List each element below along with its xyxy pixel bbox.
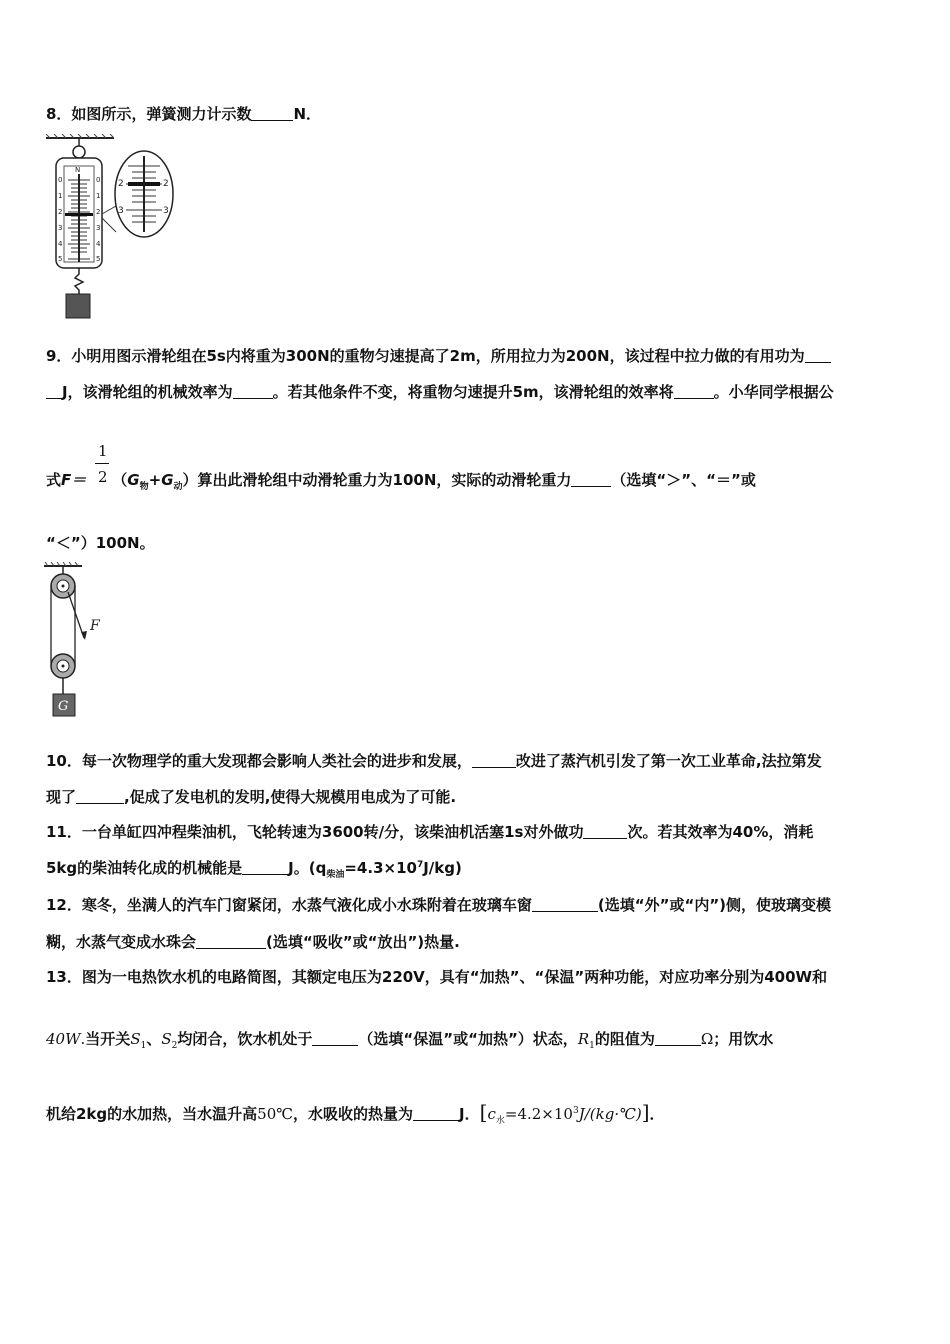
q13-line3b: ，水吸收的热量为 — [293, 1105, 414, 1123]
q13-resistance-blank[interactable] — [655, 1031, 701, 1046]
scale-tick-4-left: 4 — [58, 240, 63, 248]
q9-g-dong: G — [161, 471, 174, 489]
q9-efficiency-blank[interactable] — [233, 384, 273, 399]
q10-faraday-blank[interactable] — [76, 789, 124, 804]
q9-compare-blank[interactable] — [571, 472, 611, 487]
q9-line2c: 。小华同学根据公 — [713, 383, 834, 401]
q11-work-count-blank[interactable] — [583, 824, 627, 839]
q11-line1 — [46, 822, 813, 842]
q11-line2 — [46, 858, 462, 878]
pulley-force-label: F — [90, 618, 100, 634]
q13-line2: 40W.当开关$S_1$、$S_2$均闭合，饮水机处于 （选填“保温”或“加热”）状态，$R_1$的阻值为 Ω；用饮水 — [46, 1030, 774, 1051]
q9-line1-text: 9．小明用图示滑轮组在5s内将重为300N的重物匀速提高了2m，所用拉力为200N，该过程中拉力做的有用功为 — [46, 347, 805, 365]
scale-tick-1-right: 1 — [96, 192, 101, 200]
q13-line2e: ；用饮水 — [713, 1030, 774, 1048]
q11-exponent: 7 — [416, 860, 424, 870]
q9-sub-wu: 物 — [139, 482, 149, 492]
q11-line1a: 11．一台单缸四冲程柴油机，飞轮转速为3600转/分，该柴油机活塞1s对外做功 — [46, 823, 584, 841]
q8-line — [46, 104, 321, 124]
scale-unit-label: N — [75, 166, 81, 174]
q11-line2a: 5kg的柴油转化成的机械能是 — [46, 859, 243, 877]
scale-tick-1-left: 1 — [58, 192, 63, 200]
zoom-tick-3-right: 3 — [163, 206, 169, 216]
q11-mechanical-energy-blank[interactable] — [242, 860, 288, 875]
q10-steam-engine-blank[interactable] — [472, 753, 516, 768]
q9-line3a: 式 — [46, 471, 62, 489]
q11-line2c: =4.3×10 — [344, 859, 417, 877]
zoom-tick-2-left: 2 — [118, 179, 124, 189]
q10-line2a: 现了 — [46, 788, 77, 806]
q9-formula-F: F＝ — [61, 471, 87, 489]
q8-unit: N． — [293, 105, 322, 123]
q9-plus: + — [148, 471, 162, 489]
q13-r1-sub: 1 — [589, 1041, 595, 1051]
q9-frac-numerator: 1 — [98, 442, 108, 460]
q13-state-blank[interactable] — [312, 1031, 358, 1046]
q8-answer-blank[interactable] — [251, 106, 293, 121]
q13-heat-blank[interactable] — [413, 1106, 459, 1121]
pulley-weight-label: G — [58, 699, 69, 714]
q9-line1 — [46, 346, 831, 366]
q9-line4 — [46, 533, 155, 553]
pulley-figure — [42, 562, 122, 722]
q13-temp: 50℃ — [257, 1105, 294, 1123]
q9-efficiency-change-blank[interactable] — [674, 384, 714, 399]
q13-s2: S — [161, 1030, 172, 1048]
q9-line3 — [46, 470, 756, 490]
q11-line2d: J/kg) — [423, 859, 462, 877]
q10-line2 — [46, 787, 456, 807]
q13-r1: R — [577, 1030, 590, 1048]
q9-line3c: ）算出此滑轮组中动滑轮重力为100N，实际的动滑轮重力 — [182, 471, 572, 489]
q12-line1a: 12．寒冬，坐满人的汽车门窗紧闭，水蒸气液化成小水珠附着在玻璃车窗 — [46, 896, 532, 914]
q13-line1 — [46, 967, 827, 987]
q11-line1b: 次。若其效率为40%，消耗 — [627, 823, 814, 841]
scale-tick-3-left: 3 — [58, 224, 63, 232]
q13-omega: Ω — [700, 1030, 714, 1048]
q9-useful-work-blank-part2[interactable] — [46, 384, 62, 399]
scale-tick-4-right: 4 — [96, 240, 101, 248]
q10-line1a: 10．每一次物理学的重大发现都会影响人类社会的进步和发展， — [46, 752, 472, 770]
q13-c-value: =4.2×10 — [504, 1105, 573, 1123]
zoom-tick-2-right: 2 — [163, 179, 169, 189]
q9-line2 — [46, 382, 834, 402]
q9-frac-denominator: 2 — [98, 468, 108, 486]
q13-s2-sub: 2 — [171, 1041, 178, 1051]
scale-tick-5-right: 5 — [96, 255, 101, 263]
q12-line1 — [46, 895, 831, 915]
q13-line2d: 的阻值为 — [594, 1030, 655, 1048]
q13-sep: 、 — [146, 1030, 162, 1048]
q12-line2 — [46, 932, 460, 952]
q12-heat-blank[interactable] — [196, 934, 266, 949]
q11-line2b: J。(q — [288, 859, 327, 877]
q13-c-sub: 水 — [495, 1116, 505, 1126]
spring-scale-figure — [44, 134, 176, 320]
q13-c-exponent: 3 — [572, 1106, 579, 1116]
q13-line2b: 均闭合，饮水机处于 — [177, 1030, 313, 1048]
zoom-tick-3-left: 3 — [118, 206, 124, 216]
q13-c-unit: J/(kg·℃) — [578, 1105, 642, 1123]
q9-line4-text: “＜”）100N。 — [46, 534, 155, 552]
q9-line3b: （ — [112, 471, 128, 489]
q13-s1-sub: 1 — [140, 1041, 147, 1051]
q9-line2a: J，该滑轮组的机械效率为 — [62, 383, 233, 401]
q9-line3d: （选填“＞”、“＝”或 — [611, 471, 756, 489]
scale-tick-0-right: 0 — [96, 176, 101, 184]
q13-power2: 40W — [46, 1030, 81, 1048]
q13-c: c — [487, 1105, 496, 1123]
q10-line2b: ,促成了发电机的发明,使得大规模用电成为了可能. — [124, 788, 457, 806]
q9-useful-work-blank-part1[interactable] — [805, 348, 831, 363]
q12-line2a: 糊，水蒸气变成水珠会 — [46, 933, 197, 951]
q11-sub-diesel: 柴油 — [326, 870, 345, 880]
scale-tick-3-right: 3 — [96, 224, 101, 232]
q12-line2b: (选填“吸收”或“放出”)热量. — [266, 933, 460, 951]
q13-line2a: 当开关 — [85, 1030, 131, 1048]
q13-end: ． — [649, 1105, 665, 1123]
scale-tick-0-left: 0 — [58, 176, 63, 184]
q13-line3a: 机给2kg的水加热，当水温升高 — [46, 1105, 258, 1123]
q13-line1-text: 13．图为一电热饮水机的电路简图，其额定电压为220V，具有“加热”、“保温”两种功能，对应功率分别为400W和 — [46, 968, 828, 986]
scale-tick-2-right: 2 — [96, 208, 101, 216]
q9-sub-dong: 动 — [173, 482, 183, 492]
q10-line1 — [46, 751, 822, 771]
q12-side-blank[interactable] — [532, 897, 598, 912]
q12-line1b: (选填“外”或“内”)侧，使玻璃变模 — [597, 896, 832, 914]
q10-line1b: 改进了蒸汽机引发了第一次工业革命,法拉第发 — [515, 752, 822, 770]
q13-line3c: J． — [459, 1105, 480, 1123]
q9-line2b: 。若其他条件不变，将重物匀速提升5m，该滑轮组的效率将 — [272, 383, 674, 401]
scale-tick-5-left: 5 — [58, 255, 63, 263]
q9-frac-bar — [95, 463, 109, 464]
scale-tick-2-left: 2 — [58, 208, 63, 216]
q8-text: 8．如图所示，弹簧测力计示数 — [46, 105, 252, 123]
q13-s1: S — [130, 1030, 141, 1048]
q13-line3: 机给2kg的水加热，当水温升高50℃，水吸收的热量为 J．$[c_水=4.2\times 10^3J/(kg\cdot℃)]$． — [46, 1100, 665, 1126]
q9-g-wu: G — [127, 471, 140, 489]
q13-line2c: （选填“保温”或“加热”）状态， — [358, 1030, 578, 1048]
